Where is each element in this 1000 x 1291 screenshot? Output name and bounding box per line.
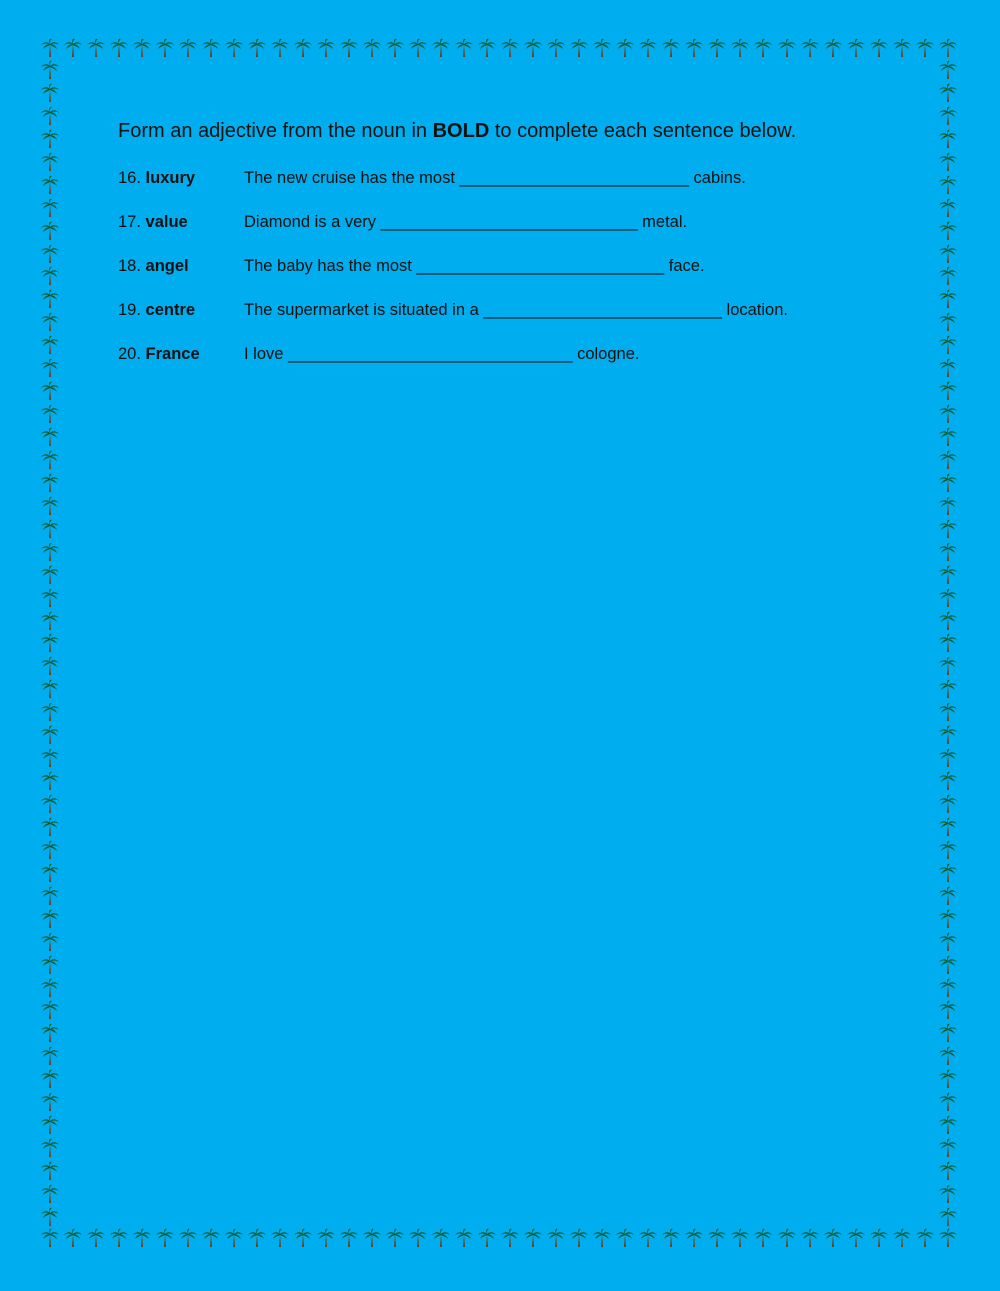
palm-tree-icon [938, 886, 958, 906]
palm-tree-icon [823, 38, 843, 58]
palm-tree-icon [753, 1228, 773, 1248]
palm-tree-icon [938, 1138, 958, 1158]
palm-tree-icon [938, 1184, 958, 1204]
palm-tree-icon [339, 1228, 359, 1248]
palm-tree-icon [109, 1228, 129, 1248]
palm-tree-icon [201, 38, 221, 58]
palm-tree-icon [40, 771, 60, 791]
palm-tree-icon [40, 1115, 60, 1135]
palm-tree-icon [40, 955, 60, 975]
palm-tree-icon [938, 381, 958, 401]
palm-tree-icon [938, 817, 958, 837]
palm-tree-icon [40, 633, 60, 653]
palm-tree-icon [385, 38, 405, 58]
palm-tree-icon [938, 1000, 958, 1020]
question-sentence: The baby has the most ___________________________ face. [244, 257, 705, 275]
palm-tree-icon [40, 473, 60, 493]
palm-tree-icon [938, 955, 958, 975]
palm-tree-icon [661, 38, 681, 58]
palm-tree-icon [892, 1228, 912, 1248]
palm-tree-icon [40, 83, 60, 103]
palm-tree-icon [40, 60, 60, 80]
palm-tree-icon [293, 1228, 313, 1248]
palm-tree-icon [615, 1228, 635, 1248]
question-number: 17. [118, 213, 141, 231]
question-label [118, 213, 244, 232]
question-sentence: Diamond is a very ____________________________ metal. [244, 213, 688, 231]
palm-tree-icon [753, 38, 773, 58]
palm-tree-icon [938, 588, 958, 608]
question-sentence: The new cruise has the most _________________________ cabins. [244, 169, 746, 187]
palm-tree-icon [86, 38, 106, 58]
worksheet [118, 115, 878, 389]
palm-tree-icon [362, 38, 382, 58]
palm-tree-icon [938, 771, 958, 791]
palm-tree-icon [938, 38, 958, 58]
palm-tree-icon [938, 496, 958, 516]
palm-tree-icon [938, 335, 958, 355]
question-number: 18. [118, 257, 141, 275]
palm-tree-icon [132, 1228, 152, 1248]
palm-tree-icon [132, 38, 152, 58]
palm-tree-icon [40, 794, 60, 814]
palm-tree-icon [938, 175, 958, 195]
question-label [118, 345, 244, 364]
palm-tree-icon [938, 473, 958, 493]
palm-tree-icon [892, 38, 912, 58]
palm-tree-icon [938, 1023, 958, 1043]
palm-tree-icon [431, 38, 451, 58]
instruction-before: Form an adjective from the noun in [118, 120, 433, 142]
question-sentence: I love _______________________________ cologne. [244, 345, 640, 363]
palm-tree-icon [40, 588, 60, 608]
palm-tree-icon [938, 565, 958, 585]
palm-tree-icon [270, 38, 290, 58]
palm-tree-icon [454, 38, 474, 58]
palm-tree-icon [316, 1228, 336, 1248]
palm-tree-icon [938, 244, 958, 264]
question-number: 19. [118, 301, 141, 319]
question-sentence: The supermarket is situated in a __________________________ location. [244, 301, 788, 319]
palm-tree-icon [569, 38, 589, 58]
palm-tree-icon [40, 496, 60, 516]
palm-tree-icon [938, 221, 958, 241]
palm-tree-icon [938, 840, 958, 860]
palm-tree-icon [546, 1228, 566, 1248]
palm-tree-icon [40, 1207, 60, 1227]
palm-tree-icon [938, 404, 958, 424]
palm-tree-icon [638, 1228, 658, 1248]
palm-tree-icon [938, 83, 958, 103]
palm-tree-icon [938, 129, 958, 149]
palm-tree-icon [40, 198, 60, 218]
palm-tree-icon [40, 1228, 60, 1248]
palm-tree-icon [938, 794, 958, 814]
palm-tree-icon [592, 38, 612, 58]
palm-tree-icon [938, 863, 958, 883]
palm-tree-icon [224, 38, 244, 58]
palm-tree-icon [201, 1228, 221, 1248]
palm-tree-icon [500, 1228, 520, 1248]
palm-tree-icon [938, 1207, 958, 1227]
palm-tree-icon [938, 1046, 958, 1066]
palm-tree-icon [730, 1228, 750, 1248]
palm-tree-icon [40, 381, 60, 401]
palm-tree-icon [846, 38, 866, 58]
palm-tree-icon [592, 1228, 612, 1248]
palm-tree-icon [40, 725, 60, 745]
palm-tree-icon [431, 1228, 451, 1248]
palm-tree-icon [938, 60, 958, 80]
question-label [118, 169, 244, 188]
palm-tree-icon [40, 1161, 60, 1181]
palm-tree-icon [86, 1228, 106, 1248]
question-18 [118, 257, 878, 301]
palm-tree-icon [938, 702, 958, 722]
palm-tree-icon [40, 312, 60, 332]
palm-tree-icon [477, 38, 497, 58]
palm-tree-icon [385, 1228, 405, 1248]
instruction-text [118, 115, 878, 147]
palm-tree-icon [915, 1228, 935, 1248]
palm-tree-icon [40, 702, 60, 722]
page-border-right [938, 60, 960, 1227]
palm-tree-icon [40, 450, 60, 470]
palm-tree-icon [40, 840, 60, 860]
palm-tree-icon [339, 38, 359, 58]
palm-tree-icon [938, 656, 958, 676]
palm-tree-icon [247, 38, 267, 58]
palm-tree-icon [523, 1228, 543, 1248]
palm-tree-icon [40, 611, 60, 631]
palm-tree-icon [155, 1228, 175, 1248]
palm-tree-icon [224, 1228, 244, 1248]
palm-tree-icon [40, 1069, 60, 1089]
palm-tree-icon [40, 1046, 60, 1066]
palm-tree-icon [938, 152, 958, 172]
palm-tree-icon [109, 38, 129, 58]
instruction-after: to complete each sentence below. [489, 120, 797, 142]
question-17 [118, 213, 878, 257]
palm-tree-icon [938, 427, 958, 447]
palm-tree-icon [40, 679, 60, 699]
palm-tree-icon [938, 450, 958, 470]
palm-tree-icon [523, 38, 543, 58]
palm-tree-icon [938, 312, 958, 332]
palm-tree-icon [938, 978, 958, 998]
palm-tree-icon [40, 542, 60, 562]
palm-tree-icon [178, 1228, 198, 1248]
palm-tree-icon [938, 358, 958, 378]
question-20 [118, 345, 878, 389]
palm-tree-icon [938, 519, 958, 539]
palm-tree-icon [938, 198, 958, 218]
palm-tree-icon [293, 38, 313, 58]
palm-tree-icon [938, 633, 958, 653]
palm-tree-icon [800, 38, 820, 58]
palm-tree-icon [40, 1092, 60, 1112]
question-16 [118, 169, 878, 213]
palm-tree-icon [661, 1228, 681, 1248]
palm-tree-icon [40, 565, 60, 585]
palm-tree-icon [938, 748, 958, 768]
palm-tree-icon [915, 38, 935, 58]
question-noun: France [145, 345, 200, 363]
palm-tree-icon [40, 932, 60, 952]
palm-tree-icon [316, 38, 336, 58]
palm-tree-icon [40, 427, 60, 447]
palm-tree-icon [684, 38, 704, 58]
palm-tree-icon [454, 1228, 474, 1248]
palm-tree-icon [938, 725, 958, 745]
palm-tree-icon [178, 38, 198, 58]
palm-tree-icon [40, 863, 60, 883]
palm-tree-icon [40, 1138, 60, 1158]
palm-tree-icon [40, 1023, 60, 1043]
palm-tree-icon [40, 175, 60, 195]
palm-tree-icon [40, 289, 60, 309]
palm-tree-icon [938, 1228, 958, 1248]
page-border-bottom [40, 1228, 958, 1250]
palm-tree-icon [730, 38, 750, 58]
palm-tree-icon [40, 106, 60, 126]
palm-tree-icon [938, 909, 958, 929]
palm-tree-icon [938, 679, 958, 699]
palm-tree-icon [247, 1228, 267, 1248]
palm-tree-icon [707, 38, 727, 58]
palm-tree-icon [40, 748, 60, 768]
palm-tree-icon [40, 1184, 60, 1204]
palm-tree-icon [40, 817, 60, 837]
palm-tree-icon [477, 1228, 497, 1248]
question-noun: value [145, 213, 188, 231]
palm-tree-icon [40, 38, 60, 58]
palm-tree-icon [408, 38, 428, 58]
palm-tree-icon [40, 519, 60, 539]
palm-tree-icon [800, 1228, 820, 1248]
palm-tree-icon [938, 266, 958, 286]
palm-tree-icon [777, 1228, 797, 1248]
page-border-top [40, 38, 958, 60]
question-noun: luxury [145, 169, 196, 187]
palm-tree-icon [40, 978, 60, 998]
palm-tree-icon [938, 932, 958, 952]
palm-tree-icon [546, 38, 566, 58]
palm-tree-icon [938, 106, 958, 126]
page-border-left [40, 60, 62, 1227]
palm-tree-icon [500, 38, 520, 58]
palm-tree-icon [938, 1092, 958, 1112]
palm-tree-icon [938, 1161, 958, 1181]
palm-tree-icon [684, 1228, 704, 1248]
palm-tree-icon [155, 38, 175, 58]
question-number: 20. [118, 345, 141, 363]
palm-tree-icon [40, 221, 60, 241]
palm-tree-icon [40, 152, 60, 172]
palm-tree-icon [40, 656, 60, 676]
palm-tree-icon [362, 1228, 382, 1248]
question-label [118, 301, 244, 320]
palm-tree-icon [615, 38, 635, 58]
palm-tree-icon [823, 1228, 843, 1248]
palm-tree-icon [40, 244, 60, 264]
palm-tree-icon [938, 542, 958, 562]
palm-tree-icon [63, 1228, 83, 1248]
palm-tree-icon [408, 1228, 428, 1248]
palm-tree-icon [40, 404, 60, 424]
palm-tree-icon [777, 38, 797, 58]
question-label [118, 257, 244, 276]
palm-tree-icon [869, 38, 889, 58]
palm-tree-icon [40, 266, 60, 286]
question-number: 16. [118, 169, 141, 187]
palm-tree-icon [40, 886, 60, 906]
palm-tree-icon [869, 1228, 889, 1248]
palm-tree-icon [270, 1228, 290, 1248]
palm-tree-icon [638, 38, 658, 58]
question-noun: angel [145, 257, 189, 275]
palm-tree-icon [846, 1228, 866, 1248]
palm-tree-icon [569, 1228, 589, 1248]
question-19 [118, 301, 878, 345]
palm-tree-icon [938, 1069, 958, 1089]
palm-tree-icon [938, 611, 958, 631]
palm-tree-icon [40, 129, 60, 149]
palm-tree-icon [938, 1115, 958, 1135]
question-noun: centre [145, 301, 196, 319]
palm-tree-icon [40, 335, 60, 355]
palm-tree-icon [707, 1228, 727, 1248]
palm-tree-icon [63, 38, 83, 58]
palm-tree-icon [40, 1000, 60, 1020]
palm-tree-icon [40, 909, 60, 929]
palm-tree-icon [938, 289, 958, 309]
palm-tree-icon [40, 358, 60, 378]
instruction-bold-word: BOLD [432, 120, 490, 142]
